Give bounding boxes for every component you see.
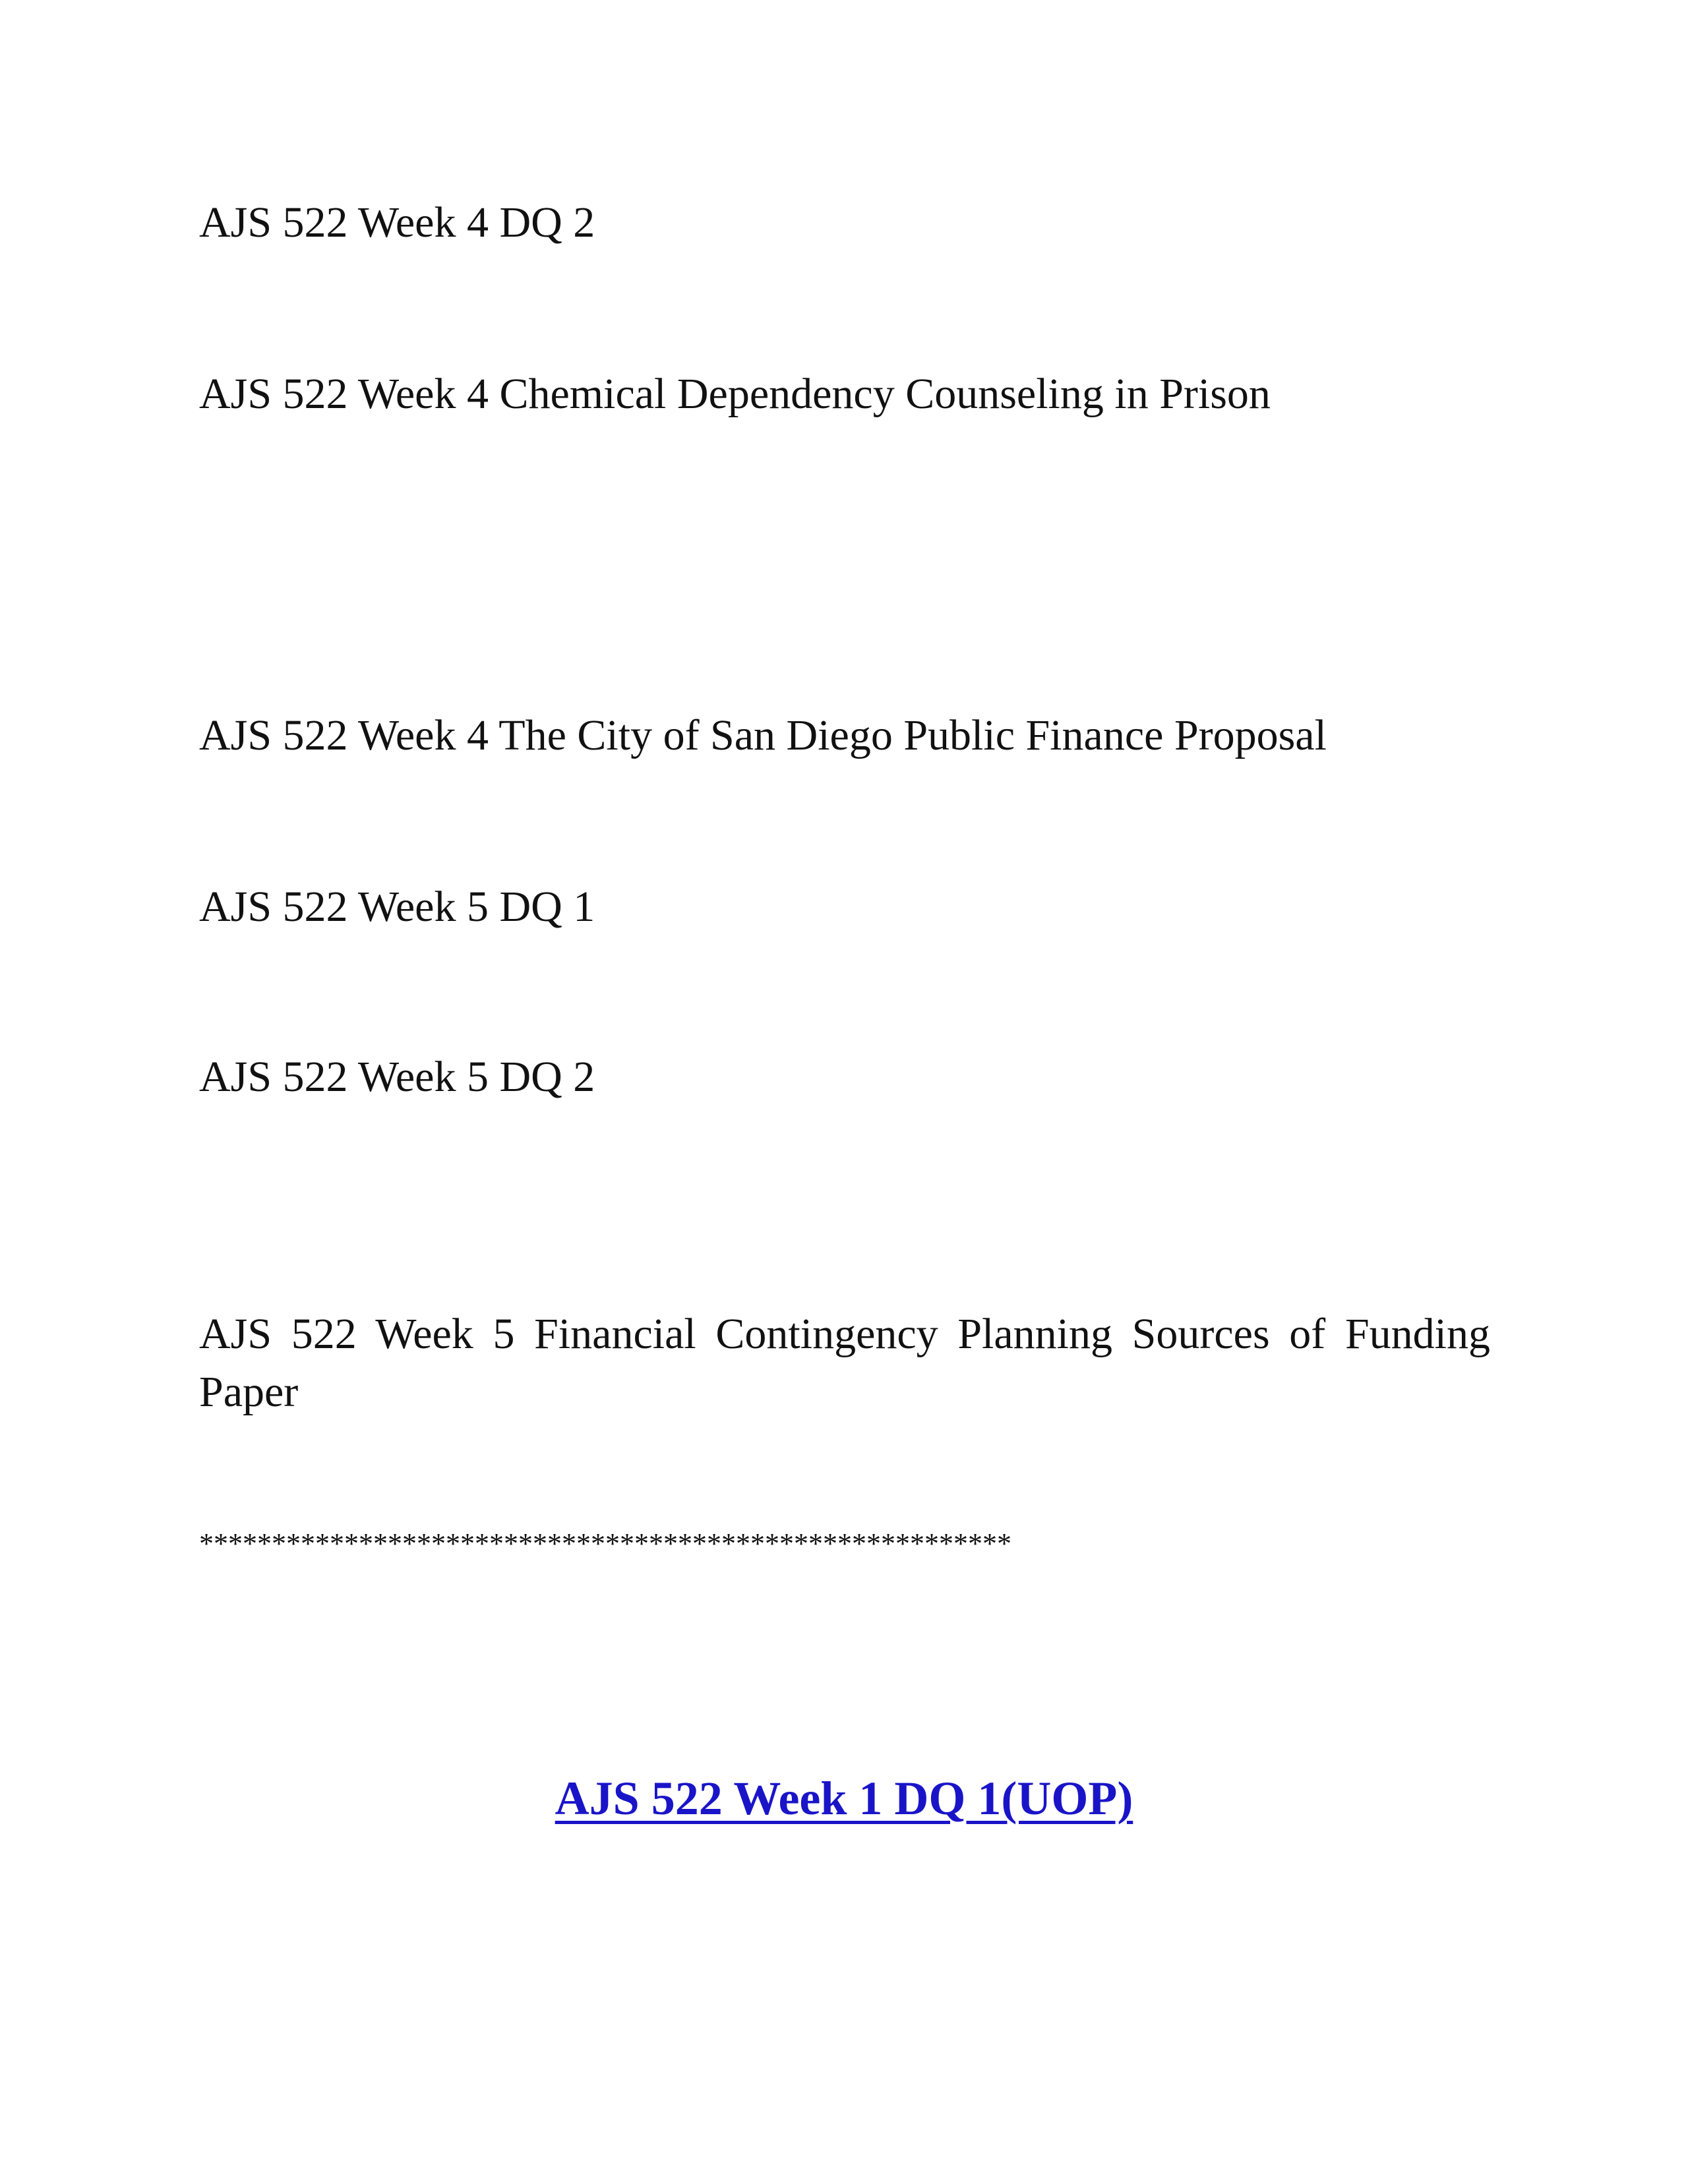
item-week5-dq2: AJS 522 Week 5 DQ 2 (199, 1053, 595, 1101)
item-week5-financial-contingency-line1: AJS 522 Week 5 Financial Contingency Planning Sources of Funding (199, 1310, 1490, 1358)
item-week4-san-diego-finance: AJS 522 Week 4 The City of San Diego Public Finance Proposal (199, 711, 1327, 759)
item-week5-financial-contingency-line2: Paper (199, 1368, 299, 1416)
item-week4-chemical-dependency: AJS 522 Week 4 Chemical Dependency Counseling in Prison (199, 370, 1271, 418)
link-ajs522-week1-dq1[interactable]: AJS 522 Week 1 DQ 1(UOP) (555, 1772, 1133, 1825)
item-week5-dq1: AJS 522 Week 5 DQ 1 (199, 883, 595, 931)
item-week4-dq2: AJS 522 Week 4 DQ 2 (199, 198, 595, 247)
item-week5-financial-contingency (199, 1305, 1490, 1421)
separator-asterisks: ******************************************************** (199, 1527, 1011, 1560)
